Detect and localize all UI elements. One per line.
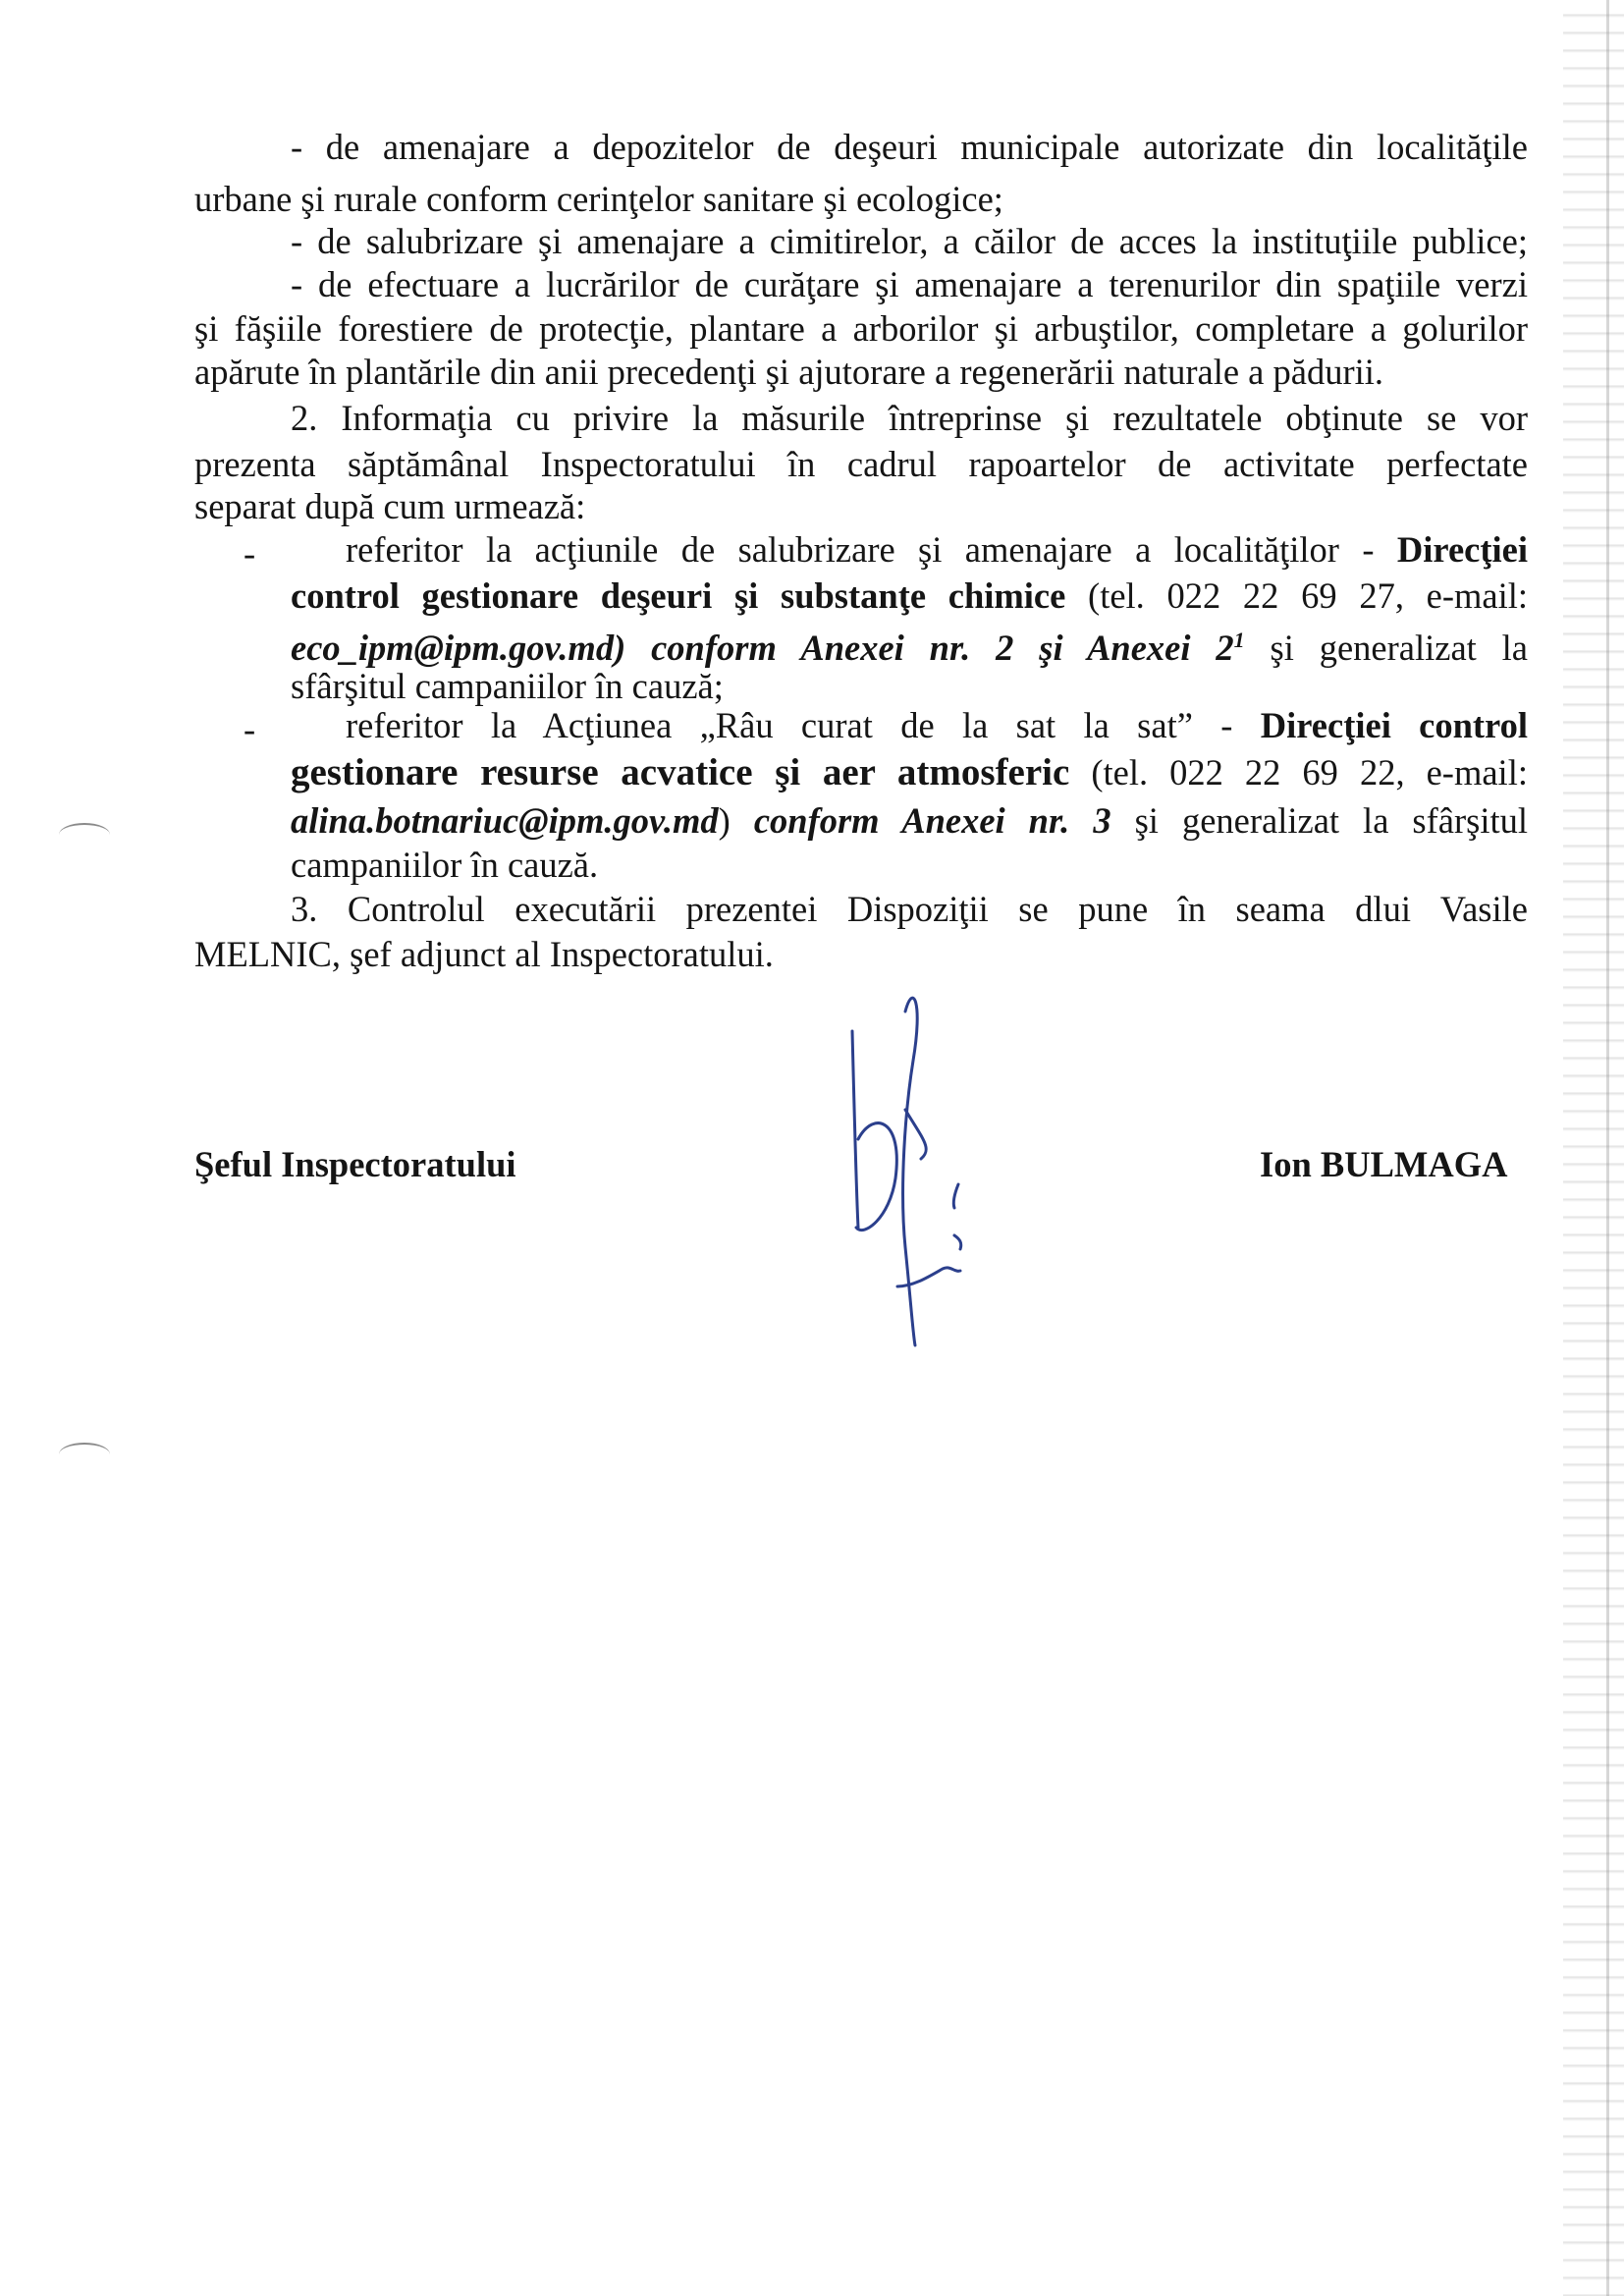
text-line: 3. Controlul executării prezentei Dispoziţii se pune în seama dlui Vasile bbox=[291, 889, 1528, 929]
department-name: Direcţiei control bbox=[1260, 705, 1528, 745]
bullet-text: referitor la acţiunile de salubrizare şi amenajare a localităţilor - bbox=[346, 529, 1397, 570]
email-address: alina.botnariuc@ipm.gov.md bbox=[291, 800, 719, 841]
text-line: şi făşiile forestiere de protecţie, plantare a arborilor şi arbuştilor, completare a golurilor bbox=[194, 308, 1528, 349]
text-line: urbane şi rurale conform cerinţelor sanitare şi ecologice; bbox=[194, 179, 1003, 219]
text-line: 2. Informaţia cu privire la măsurile întreprinse şi rezultatele obţinute se vor bbox=[291, 398, 1528, 438]
bullet-text: şi generalizat la sfârşitul bbox=[1110, 800, 1529, 841]
text-line: apărute în plantările din anii precedenţi şi ajutorare a regenerării naturale a pădurii. bbox=[194, 352, 1384, 392]
text-line: prezenta săptămânal Inspectoratului în cadrul rapoartelor de activitate perfectate bbox=[194, 444, 1528, 484]
punch-hole-mark bbox=[59, 1443, 110, 1466]
department-name: control gestionare deşeuri şi substanţe chimice bbox=[291, 575, 1066, 616]
bullet-line bbox=[346, 701, 1528, 750]
contact-text: (tel. 022 22 69 22, e-mail: bbox=[1069, 752, 1528, 793]
bullet-line: sfârşitul campaniilor în cauză; bbox=[291, 666, 724, 706]
bullet-text: şi generalizat la bbox=[1244, 628, 1528, 669]
bullet-dash: - bbox=[244, 533, 256, 574]
text-line: - de efectuare a lucrărilor de curăţare şi amenajare a terenurilor din spaţiile verzi bbox=[291, 264, 1528, 304]
bullet-line bbox=[291, 572, 1528, 621]
scan-edge-artifact bbox=[1563, 0, 1624, 2296]
annex-reference: conform Anexei nr. 3 bbox=[730, 800, 1111, 841]
text-line: separat după cum urmează: bbox=[194, 486, 586, 526]
bullet-text: ) bbox=[718, 800, 731, 841]
bullet-dash: - bbox=[244, 709, 256, 749]
annex-superscript: 1 bbox=[1233, 628, 1245, 652]
punch-hole-mark bbox=[59, 823, 110, 847]
bullet-line bbox=[291, 748, 1528, 797]
department-name: gestionare resurse acvatice şi aer atmosferic bbox=[291, 751, 1070, 793]
bullet-line bbox=[291, 796, 1528, 846]
signatory-title: Şeful Inspectoratului bbox=[194, 1144, 516, 1184]
contact-text: (tel. 022 22 69 27, e-mail: bbox=[1065, 575, 1529, 616]
bullet-line bbox=[346, 525, 1528, 574]
signatory-name: Ion BULMAGA bbox=[1260, 1144, 1508, 1184]
handwritten-signature bbox=[844, 992, 1001, 1365]
bullet-line: campaniilor în cauză. bbox=[291, 845, 599, 885]
email-address: eco_ipm@ipm.gov.md) bbox=[291, 628, 626, 669]
department-name: Direcţiei bbox=[1396, 529, 1528, 570]
text-line: - de salubrizare şi amenajare a cimitirelor, a căilor de acces la instituţiile publice; bbox=[291, 221, 1528, 261]
annex-reference: conform Anexei nr. 2 şi Anexei 2 bbox=[625, 628, 1234, 669]
bullet-text: referitor la Acţiunea „Râu curat de la sat la sat” - bbox=[346, 705, 1261, 745]
text-line: MELNIC, şef adjunct al Inspectoratului. bbox=[194, 934, 774, 974]
text-line: - de amenajare a depozitelor de deşeuri municipale autorizate din localităţile bbox=[291, 127, 1528, 167]
